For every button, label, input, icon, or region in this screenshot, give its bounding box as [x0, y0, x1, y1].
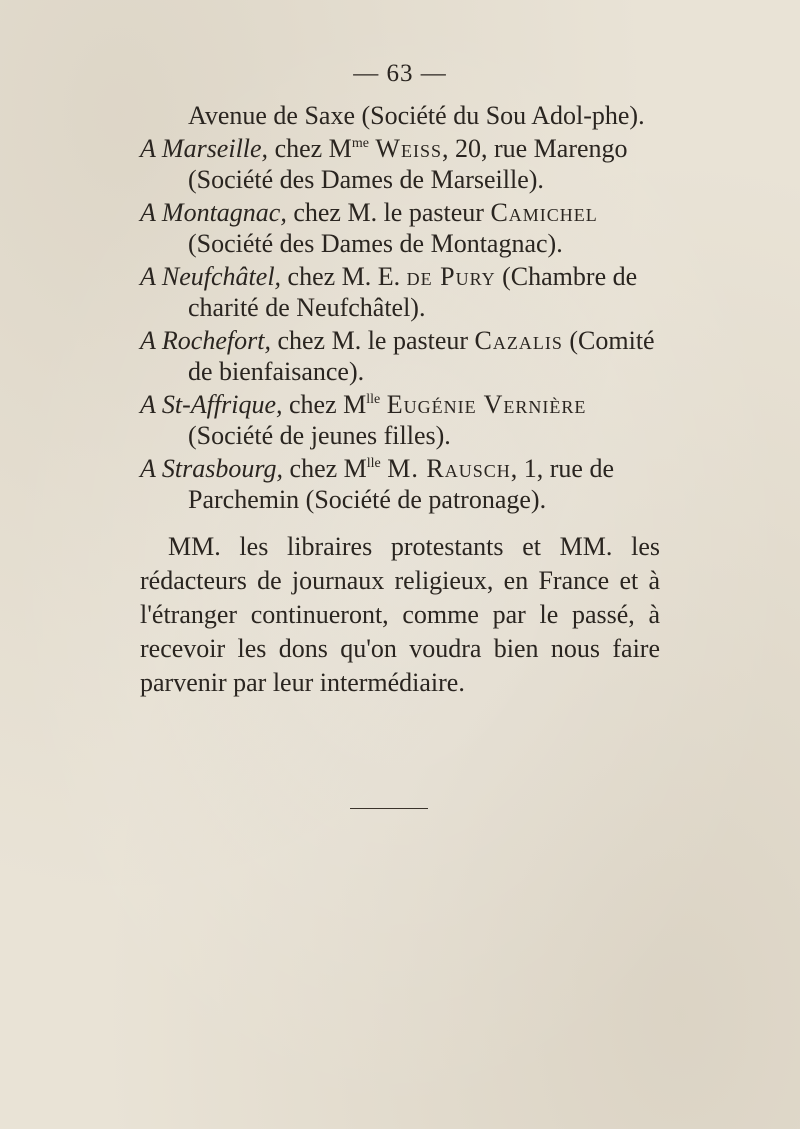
- city-name: A Strasbourg,: [140, 454, 284, 483]
- list-item: [140, 325, 660, 387]
- entry-text: chez M: [283, 454, 367, 483]
- person-name: de Pury: [406, 262, 496, 291]
- entry-text: (Comité de bienfaisance).: [188, 326, 655, 386]
- list-item: [140, 133, 660, 195]
- city-name: A Neufchâtel,: [140, 262, 282, 291]
- person-name: Camichel: [490, 198, 598, 227]
- page-number: — 63 —: [353, 60, 447, 87]
- title-superscript: lle: [366, 456, 381, 471]
- entry-text: (Chambre de charité de Neufchâtel).: [188, 262, 638, 322]
- entry-text: , 1, rue de Parchemin (Société de patronage).: [188, 454, 615, 514]
- person-name: Eugénie Vernière: [386, 390, 587, 419]
- section-divider: [350, 808, 428, 809]
- entry-text: chez M: [268, 134, 352, 163]
- entry-text: chez M: [282, 390, 367, 419]
- entry-text: (Société de jeunes filles).: [188, 421, 451, 450]
- person-name: Weiss: [375, 134, 442, 163]
- person-name: Cazalis: [474, 326, 563, 355]
- list-item: [140, 197, 660, 259]
- person-name: M. Rausch: [387, 454, 511, 483]
- entry-text: chez M. le pasteur: [270, 326, 475, 355]
- list-item: [140, 453, 660, 515]
- donation-addresses-list: [140, 100, 660, 517]
- entry-text: , 20, rue Marengo (Société des Dames de Marseille).: [188, 134, 628, 194]
- entry-text: chez M. E.: [281, 262, 407, 291]
- title-superscript: lle: [366, 392, 381, 407]
- continuation-line: Avenue de Saxe (Société du Sou Adol-phe).: [188, 101, 645, 130]
- city-name: A Montagnac,: [140, 198, 287, 227]
- title-superscript: me: [351, 136, 369, 151]
- city-name: A Marseille,: [140, 134, 269, 163]
- city-name: A Rochefort,: [140, 326, 271, 355]
- list-item: [140, 389, 660, 451]
- list-item: [140, 261, 660, 323]
- entry-text: chez M. le pasteur: [286, 198, 491, 227]
- city-name: A St-Affrique,: [140, 390, 283, 419]
- entry-text: (Société des Dames de Montagnac).: [188, 229, 563, 258]
- closing-paragraph: MM. les libraires protestants et MM. les rédacteurs de journaux religieux, en France et à l'étranger continueront, comme par le passé, à recevoir les dons qu'on voudra bien nous faire parvenir par leur intermédiaire.: [140, 532, 660, 697]
